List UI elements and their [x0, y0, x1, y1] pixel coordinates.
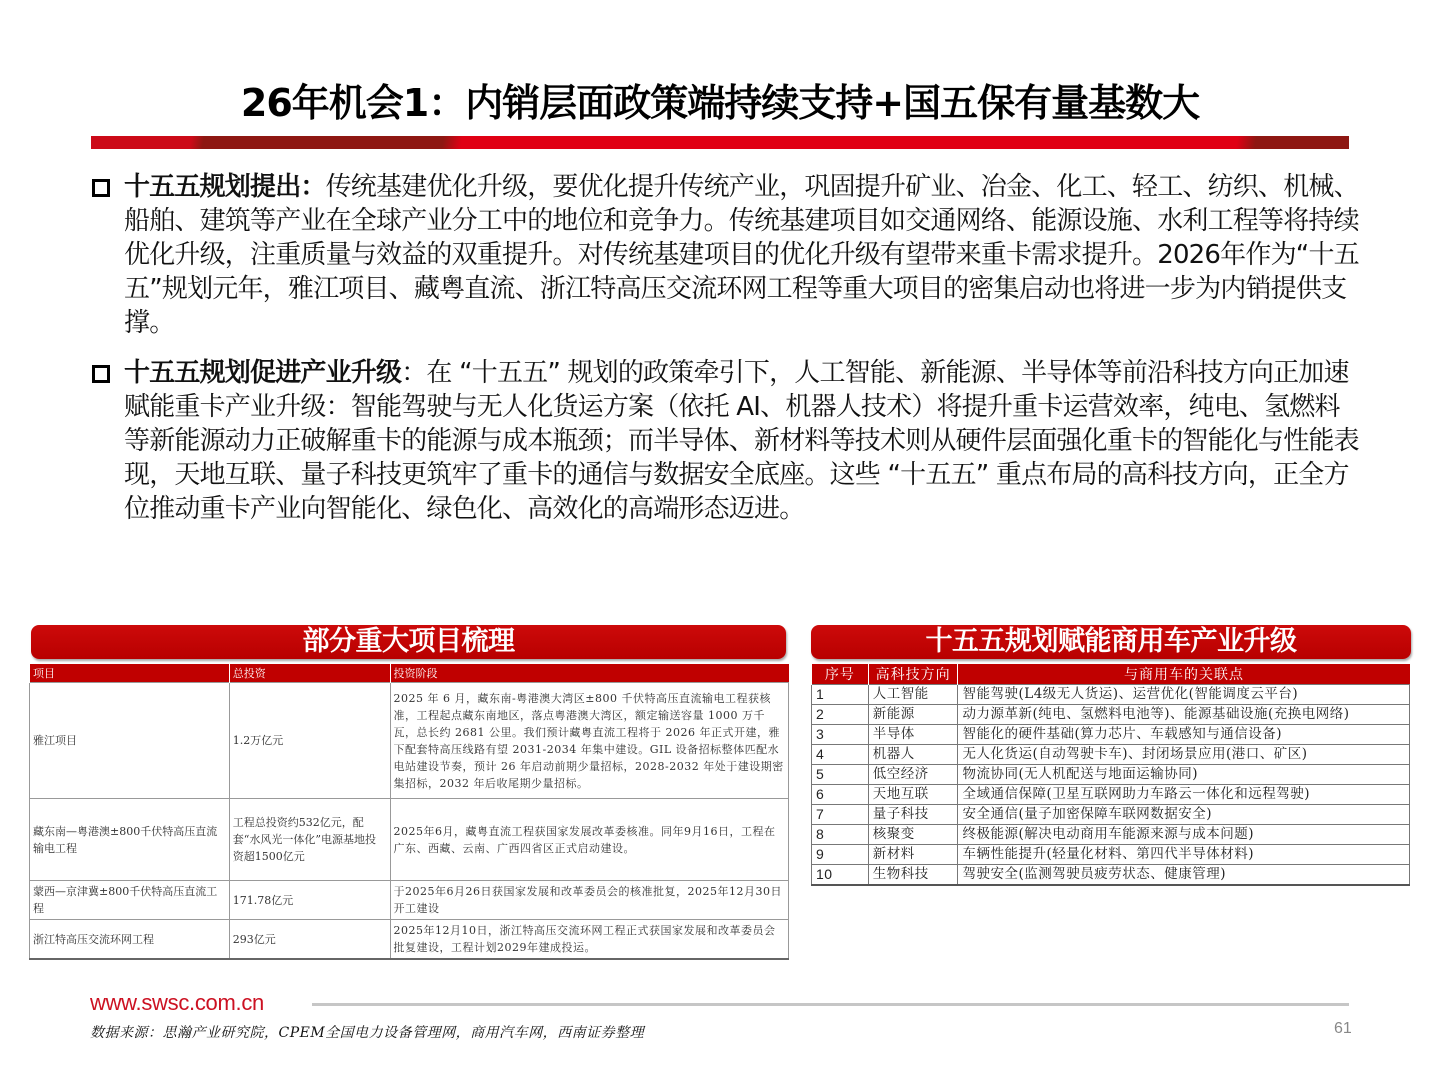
link-cell: 物流协同(无人机配送与地面运输协同) [958, 765, 1410, 785]
link-cell: 智能化的硬件基础(算力芯片、车载感知与通信设备) [958, 725, 1410, 745]
table-row [30, 799, 789, 881]
table-row [30, 683, 789, 799]
stage-cell: 2025年12月10日，浙江特高压交流环网工程正式获国家发展和改革委员会批复建设，工程计划2029年建成投运。 [390, 920, 788, 960]
table-row [812, 725, 1410, 745]
data-source-note: 数据来源：思瀚产业研究院，CPEM全国电力设备管理网，商用汽车网，西南证券整理 [90, 1025, 645, 1041]
major-projects-table [29, 664, 789, 960]
footer-divider [312, 1003, 1349, 1006]
no-cell: 1 [812, 685, 869, 705]
project-cell: 藏东南—粤港澳±800千伏特高压直流输电工程 [30, 799, 230, 881]
table-row [812, 705, 1410, 725]
table-row [812, 765, 1410, 785]
col-header-no: 序号 [812, 664, 869, 685]
bullet-item-plan [92, 170, 1362, 340]
no-cell: 6 [812, 785, 869, 805]
project-cell: 浙江特高压交流环网工程 [30, 920, 230, 960]
link-cell: 无人化货运(自动驾驶卡车)、封闭场景应用(港口、矿区) [958, 745, 1410, 765]
bullet-lead: 十五五规划促进产业升级 [124, 358, 402, 388]
slide-title: 26年机会1：内销层面政策端持续支持+国五保有量基数大 [240, 81, 1200, 125]
bullet-lead: 十五五规划提出： [124, 172, 326, 202]
bullet-item-upgrade [92, 356, 1362, 526]
link-cell: 安全通信(量子加密保障车联网数据安全) [958, 805, 1410, 825]
title-underline-bar [91, 136, 1349, 149]
investment-cell: 工程总投资约532亿元，配套“水风光一体化”电源基地投资超1500亿元 [229, 799, 390, 881]
col-header-direction: 高科技方向 [868, 664, 958, 685]
col-header-investment: 总投资 [229, 664, 390, 683]
left-panel-title: 部分重大项目梳理 [31, 625, 786, 659]
direction-cell: 量子科技 [868, 805, 958, 825]
no-cell: 10 [812, 865, 869, 886]
no-cell: 2 [812, 705, 869, 725]
table-row [812, 685, 1410, 705]
table-row [812, 845, 1410, 865]
investment-cell: 293亿元 [229, 920, 390, 960]
footer-website-link[interactable]: www.swsc.com.cn [90, 990, 264, 1015]
link-cell: 动力源革新(纯电、氢燃料电池等)、能源基础设施(充换电网络) [958, 705, 1410, 725]
col-header-stage: 投资阶段 [390, 664, 788, 683]
col-header-project: 项目 [30, 664, 230, 683]
square-bullet-icon [92, 179, 110, 197]
page-number: 61 [1334, 1020, 1352, 1037]
link-cell: 智能驾驶(L4级无人货运)、运营优化(智能调度云平台) [958, 685, 1410, 705]
direction-cell: 新材料 [868, 845, 958, 865]
table-row [812, 865, 1410, 886]
table-header-row [30, 664, 789, 683]
table-header-row [812, 664, 1410, 685]
table-row [30, 920, 789, 960]
link-cell: 全域通信保障(卫星互联网助力车路云一体化和远程驾驶) [958, 785, 1410, 805]
no-cell: 7 [812, 805, 869, 825]
table-row [812, 825, 1410, 845]
link-cell: 驾驶安全(监测驾驶员疲劳状态、健康管理) [958, 865, 1410, 886]
link-cell: 终极能源(解决电动商用车能源来源与成本问题) [958, 825, 1410, 845]
no-cell: 8 [812, 825, 869, 845]
bullet-text: ：在 “十五五” 规划的政策牵引下，人工智能、新能源、半导体等前沿科技方向正加速赋能重卡产业升级：智能驾驶与无人化货运方案（依托 AI、机器人技术）将提升重卡运营效率，纯电、氢燃料等新能源动力正破解重卡的能源与成本瓶颈；而半导体、新材料等技术则从硬件层面强化重卡的智能化与性能表现，天地互联、量子科技更筑牢了重卡的通信与数据安全底座。这些 “十五五” 重点布局的高科技方向，正全方位推动重卡产业向智能化、绿色化、高效化的高端形态迈进。 [124, 358, 1359, 524]
investment-cell: 1.2万亿元 [229, 683, 390, 799]
table-row [812, 745, 1410, 765]
direction-cell: 低空经济 [868, 765, 958, 785]
no-cell: 9 [812, 845, 869, 865]
right-panel-title: 十五五规划赋能商用车产业升级 [811, 625, 1411, 659]
bullet-text: 传统基建优化升级，要优化提升传统产业，巩固提升矿业、冶金、化工、轻工、纺织、机械、船舶、建筑等产业在全球产业分工中的地位和竞争力。传统基建项目如交通网络、能源设施、水利工程等将持续优化升级，注重质量与效益的双重提升。对传统基建项目的优化升级有望带来重卡需求提升。2026年作为“十五五”规划元年，雅江项目、藏粤直流、浙江特高压交流环网工程等重大项目的密集启动也将进一步为内销提供支撑。 [124, 172, 1359, 338]
project-cell: 蒙西—京津冀±800千伏特高压直流工程 [30, 881, 230, 920]
table-row [812, 785, 1410, 805]
no-cell: 5 [812, 765, 869, 785]
direction-cell: 半导体 [868, 725, 958, 745]
direction-cell: 生物科技 [868, 865, 958, 886]
direction-cell: 人工智能 [868, 685, 958, 705]
col-header-link: 与商用车的关联点 [958, 664, 1410, 685]
stage-cell: 于2025年6月26日获国家发展和改革委员会的核准批复，2025年12月30日开工建设 [390, 881, 788, 920]
table-row [812, 805, 1410, 825]
link-cell: 车辆性能提升(轻量化材料、第四代半导体材料) [958, 845, 1410, 865]
table-row [30, 881, 789, 920]
direction-cell: 核聚变 [868, 825, 958, 845]
direction-cell: 新能源 [868, 705, 958, 725]
direction-cell: 天地互联 [868, 785, 958, 805]
no-cell: 4 [812, 745, 869, 765]
stage-cell: 2025年6月，藏粤直流工程获国家发展改革委核准。同年9月16日，工程在广东、西藏、云南、广西四省区正式启动建设。 [390, 799, 788, 881]
project-cell: 雅江项目 [30, 683, 230, 799]
stage-cell: 2025 年 6 月，藏东南-粤港澳大湾区±800 千伏特高压直流输电工程获核准，工程起点藏东南地区，落点粤港澳大湾区，额定输送容量 1000 万千瓦，总长约 2681 公里。我们预计藏粤直流工程将于 2026 年正式开建，雅下配套特高压线路有望 2031-2034 年集中建设。GIL 设备招标整体匹配水电站建设节奏，预计 26 年启动前期少量招标，2028-2032 年处于建设期密集招标，2032 年后收尾期少量招标。 [390, 683, 788, 799]
no-cell: 3 [812, 725, 869, 745]
bullet-list [92, 170, 1362, 542]
investment-cell: 171.78亿元 [229, 881, 390, 920]
direction-cell: 机器人 [868, 745, 958, 765]
square-bullet-icon [92, 365, 110, 383]
tech-directions-table [811, 664, 1410, 886]
